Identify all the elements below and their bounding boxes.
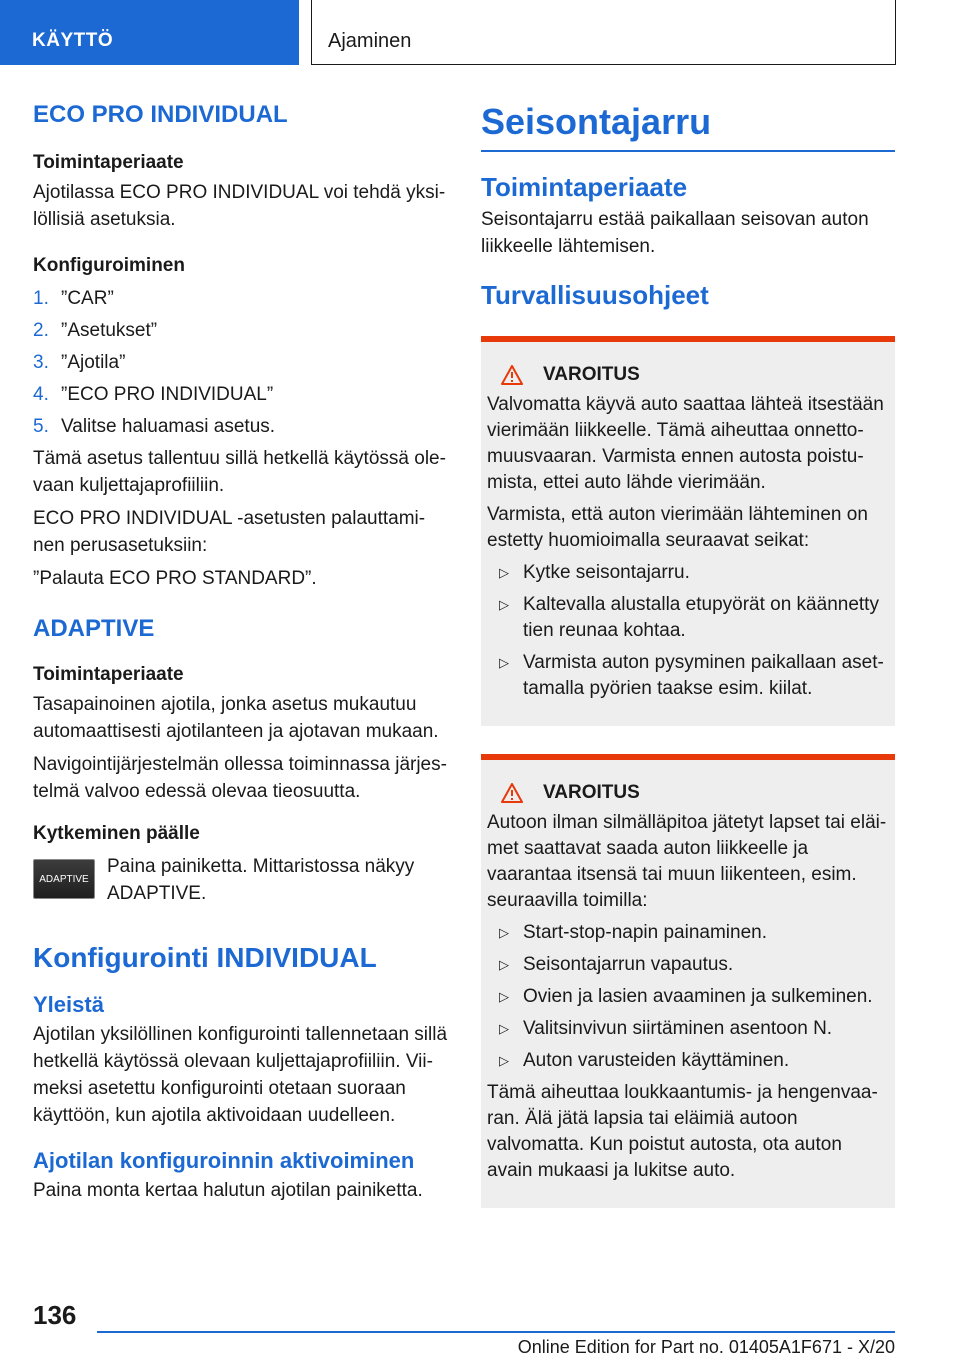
warning-list [487, 920, 889, 1074]
step-text: ”ECO PRO INDIVIDUAL” [61, 384, 274, 405]
bullet-triangle-icon: ▷ [499, 597, 509, 612]
eco-principle-heading: Toimintaperiaate [33, 152, 184, 173]
header-section-tab [0, 0, 299, 65]
list-item [33, 285, 448, 312]
list-item [33, 349, 448, 376]
step-number: 2. [33, 320, 49, 341]
footer-edition: Online Edition for Part no. 01405A1F671 - X/20 [517, 1337, 895, 1357]
list-item [487, 592, 889, 644]
list-item-text: Ovien ja lasien avaaminen ja sulkeminen. [523, 986, 873, 1007]
left-column [33, 100, 448, 1210]
header-chapter-box [311, 0, 896, 65]
adaptive-title: ADAPTIVE [33, 615, 155, 642]
switch-on-text: Paina painiketta. Mittaristossa näkyy ADAPTIVE. [107, 856, 415, 904]
warning-text-1: Autoon ilman silmälläpitoa jätetyt lapset tai eläimet saattavat saada auton liikkeelle ja vaarantaa itsensä tai muun liikenteen, esim. seuraavilla toimilla: [487, 812, 887, 911]
bullet-triangle-icon: ▷ [499, 1053, 509, 1068]
general-heading: Yleistä [33, 992, 104, 1017]
eco-title: ECO PRO INDIVIDUAL [33, 101, 288, 128]
activate-heading: Ajotilan konfiguroinnin aktivoiminen [33, 1148, 415, 1173]
principle-text: Seisontajarru estää paikallaan seisovan auton liikkeelle lähtemisen. [481, 209, 869, 257]
general-text: Ajotilan yksilöllinen konfigurointi tallennetaan sillä hetkellä käytössä olevaan kuljettajaprofiiliin. Viimeksi asetettu konfigurointi otetaan suoraan käyttöön, kun ajotila aktivoidaan uudelleen. [33, 1024, 448, 1126]
header-section-label: KÄYTTÖ [32, 30, 114, 51]
step-number: 3. [33, 352, 49, 373]
list-item [33, 317, 448, 344]
list-item [487, 920, 889, 946]
bullet-triangle-icon: ▷ [499, 957, 509, 972]
warning-label: VAROITUS [543, 782, 640, 803]
warning-header [487, 782, 889, 804]
list-item-text: Valitsinvivun siirtäminen asentoon N. [523, 1018, 833, 1039]
warning-header [487, 364, 889, 386]
list-item [487, 952, 889, 978]
page-number: 136 [33, 1300, 77, 1330]
step-number: 5. [33, 416, 49, 437]
individual-title: Konfigurointi INDIVIDUAL [33, 942, 377, 973]
step-text: ”Asetukset” [61, 320, 158, 341]
config-steps-list [33, 285, 448, 440]
list-item-text: Start-stop-napin painaminen. [523, 922, 767, 943]
step-number: 1. [33, 288, 49, 309]
bullet-triangle-icon: ▷ [499, 1021, 509, 1036]
bullet-triangle-icon: ▷ [499, 565, 509, 580]
switch-on-heading: Kytkeminen päälle [33, 823, 200, 844]
list-item [33, 381, 448, 408]
list-item-text: Auton varusteiden käyttäminen. [523, 1050, 790, 1071]
warning-box-2 [481, 754, 895, 1208]
list-item [487, 984, 889, 1010]
header-chapter-label: Ajaminen [328, 30, 412, 52]
config-text-3: ”Palauta ECO PRO STANDARD”. [33, 568, 317, 589]
warning-label: VAROITUS [543, 364, 640, 385]
list-item-text: Kytke seisontajarru. [523, 562, 690, 583]
bullet-triangle-icon: ▷ [499, 655, 509, 670]
list-item-text: Seisontajarrun vapautus. [523, 954, 734, 975]
adaptive-text-1: Tasapainoinen ajotila, jonka asetus mukautuu automaattisesti ajotilanteen ja ajotavan mukaan. [33, 694, 439, 742]
list-item [487, 1016, 889, 1042]
eco-principle-text: Ajotilassa ECO PRO INDIVIDUAL voi tehdä yksilöllisiä asetuksia. [33, 182, 446, 230]
config-heading: Konfiguroiminen [33, 255, 185, 276]
list-item [487, 650, 889, 702]
list-item [33, 413, 448, 440]
right-column [481, 100, 895, 1208]
list-item [487, 1048, 889, 1074]
warning-list [487, 560, 889, 702]
warning-text-2: Varmista, että auton vierimään lähteminen on estetty huomioimalla seuraavat seikat: [487, 504, 868, 551]
warning-text-1: Valvomatta käyvä auto saattaa lähteä itsestään vierimään liikkeelle. Tämä aiheuttaa onnettomuusvaaran. Varmista ennen autosta poistumista, ettei auto lähde vierimään. [487, 394, 884, 493]
principle-heading: Toimintaperiaate [481, 172, 688, 202]
warning-triangle-icon [501, 783, 523, 803]
adaptive-text-2: Navigointijärjestelmän ollessa toiminnassa järjestelmä valvoo edessä olevaa tieosuutta. [33, 754, 447, 802]
warning-text-2: Tämä aiheuttaa loukkaantumis- ja hengenvaaran. Älä jätä lapsia tai eläimiä autoon valvomatta. Kun poistut autosta, ota auton avain mukaasi ja lukitse auto. [487, 1082, 878, 1181]
adaptive-button-icon [33, 859, 95, 899]
footer-divider [97, 1331, 895, 1333]
list-item-text: Varmista auton pysyminen paikallaan asettamalla pyörien taakse esim. kiilat. [523, 652, 884, 699]
list-item [487, 560, 889, 586]
warning-box-1 [481, 336, 895, 726]
bullet-triangle-icon: ▷ [499, 989, 509, 1004]
config-text-2: ECO PRO INDIVIDUAL -asetusten palauttaminen perusasetuksiin: [33, 508, 426, 556]
config-text-1: Tämä asetus tallentuu sillä hetkellä käytössä olevaan kuljettajaprofiiliin. [33, 448, 446, 496]
list-item-text: Kaltevalla alustalla etupyörät on käännetty tien reunaa kohtaa. [523, 594, 879, 641]
step-text: ”Ajotila” [61, 352, 126, 373]
step-text: Valitse haluamasi asetus. [61, 416, 276, 437]
activate-text: Paina monta kertaa halutun ajotilan painiketta. [33, 1180, 423, 1201]
step-number: 4. [33, 384, 49, 405]
step-text: ”CAR” [61, 288, 114, 309]
bullet-triangle-icon: ▷ [499, 925, 509, 940]
adaptive-principle-heading: Toimintaperiaate [33, 664, 184, 685]
safety-heading: Turvallisuusohjeet [481, 280, 709, 310]
page-title: Seisontajarru [481, 100, 895, 152]
switch-on-row [33, 853, 448, 913]
warning-triangle-icon [501, 365, 523, 385]
adaptive-button-label: ADAPTIVE [39, 873, 89, 885]
